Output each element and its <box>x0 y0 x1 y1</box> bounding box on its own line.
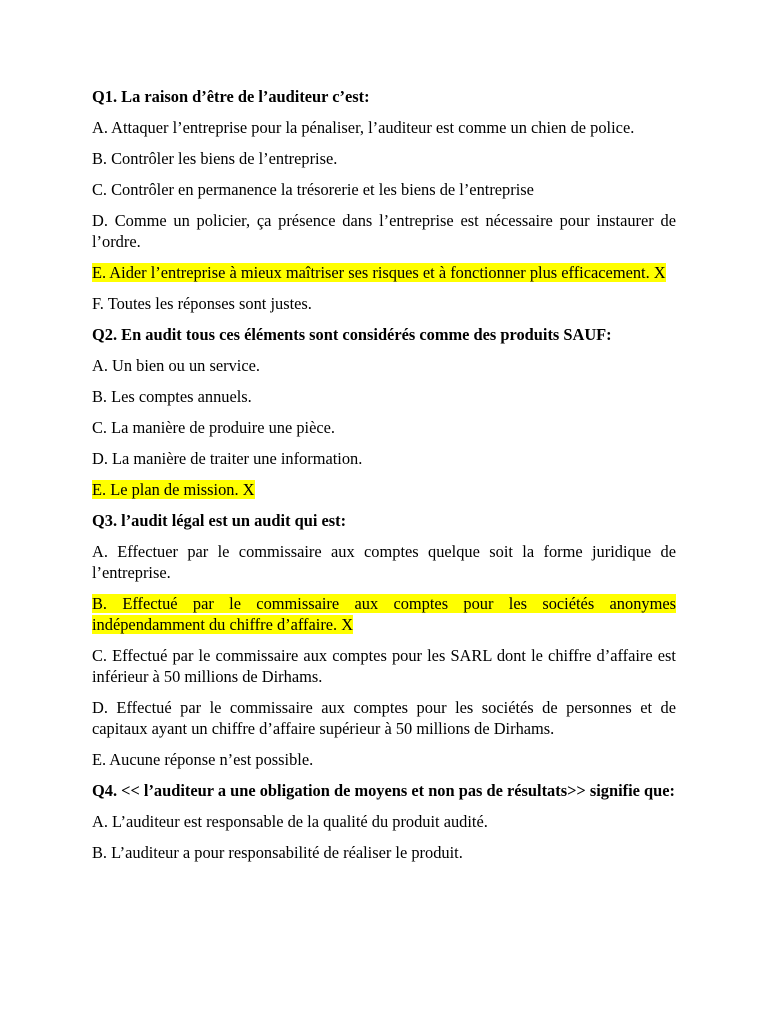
question-2-option-a: A. Un bien ou un service. <box>92 356 260 375</box>
question-2-option-b: B. Les comptes annuels. <box>92 387 252 406</box>
question-4-title: Q4. << l’auditeur a une obligation de moyens et non pas de résultats>> signifie que: <box>92 781 676 800</box>
question-3-option-e: E. Aucune réponse n’est possible. <box>92 750 314 769</box>
question-2-title: Q2. En audit tous ces éléments sont considérés comme des produits SAUF: <box>92 325 612 344</box>
question-3-option-b-answer <box>92 593 676 635</box>
question-3-option-a: A. Effectuer par le commissaire aux comptes quelque soit la forme juridique de l’entreprise. <box>92 542 676 582</box>
question-4-option-b: B. L’auditeur a pour responsabilité de réaliser le produit. <box>92 843 463 862</box>
question-3-option-d: D. Effectué par le commissaire aux comptes pour les sociétés de personnes et de capitaux ayant un chiffre d’affaire supérieur à 50 millions de Dirhams. <box>92 698 676 738</box>
document-page <box>92 86 676 873</box>
question-1-option-e-answer <box>92 262 676 283</box>
highlighted-answer: E. Le plan de mission. X <box>92 480 255 499</box>
question-1-option-a: A. Attaquer l’entreprise pour la pénaliser, l’auditeur est comme un chien de police. <box>92 118 635 137</box>
question-1-option-c: C. Contrôler en permanence la trésorerie et les biens de l’entreprise <box>92 180 534 199</box>
question-3-title: Q3. l’audit légal est un audit qui est: <box>92 511 347 530</box>
question-4-option-a: A. L’auditeur est responsable de la qualité du produit audité. <box>92 812 488 831</box>
question-2-option-d: D. La manière de traiter une information. <box>92 449 363 468</box>
question-1-option-f: F. Toutes les réponses sont justes. <box>92 294 312 313</box>
question-3-option-c: C. Effectué par le commissaire aux comptes pour les SARL dont le chiffre d’affaire est inférieur à 50 millions de Dirhams. <box>92 646 676 686</box>
question-2-option-e-answer <box>92 479 676 500</box>
highlighted-answer: B. Effectué par le commissaire aux comptes pour les sociétés anonymes indépendamment du chiffre d’affaire. X <box>92 594 676 634</box>
question-1-title: Q1. La raison d’être de l’auditeur c’est: <box>92 87 370 106</box>
question-1-option-b: B. Contrôler les biens de l’entreprise. <box>92 149 338 168</box>
highlighted-answer: E. Aider l’entreprise à mieux maîtriser ses risques et à fonctionner plus efficacement. X <box>92 263 666 282</box>
question-2-option-c: C. La manière de produire une pièce. <box>92 418 336 437</box>
question-1-option-d: D. Comme un policier, ça présence dans l’entreprise est nécessaire pour instaurer de l’ordre. <box>92 211 676 251</box>
